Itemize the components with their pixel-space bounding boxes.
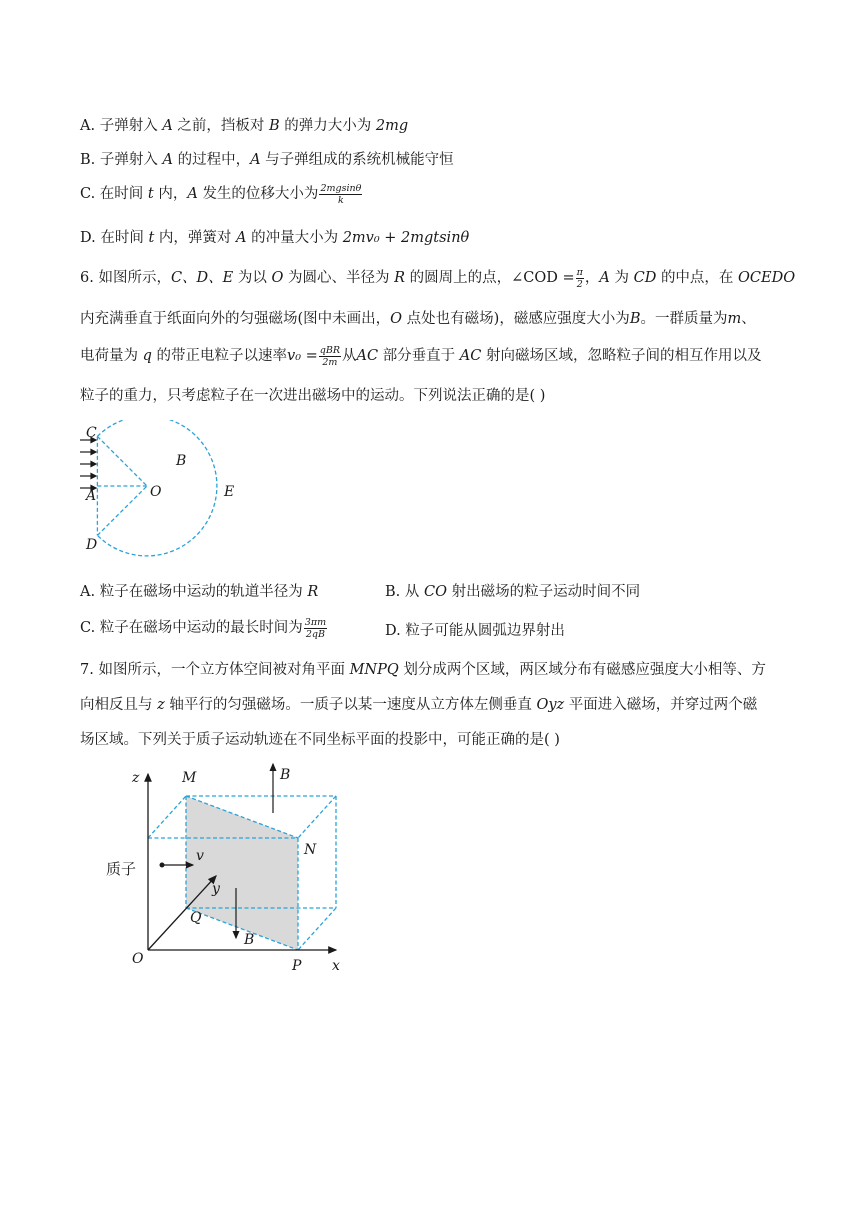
radius-od	[97, 486, 147, 535]
q6-stem-line-3: 电荷量为 q 的带正电粒子以速率v₀ = $\frac{\text{qBR}}{2m}$ 从AC 部分垂直于 AC 射向磁场区域，忽略粒子间的相互作用以及	[80, 344, 762, 368]
q6-stem-line-1: 6. 如图所示，C、D、E 为以 O 为圆心、半径为 R 的圆周上的点，∠COD = $\frac{\pi}{2}$ ，A 为 CD 的中点，在 OCEDO	[80, 266, 796, 290]
label-c: C	[86, 425, 97, 441]
q6-option-d: D. 粒子可能从圆弧边界射出	[385, 623, 565, 639]
plane-mnpq	[186, 796, 298, 950]
label-o: O	[132, 951, 144, 967]
label-y: y	[212, 881, 220, 897]
q7-stem-line-3: 场区域。下列关于质子运动轨迹在不同坐标平面的投影中，可能正确的是( )	[80, 732, 560, 748]
q6-option-b: B. 从 CO 射出磁场的粒子运动时间不同	[385, 584, 641, 600]
q5-option-a: A. 子弹射入 A 之前，挡板对 B 的弹力大小为 2mg	[80, 118, 409, 134]
q7-stem-line-2: 向相反且与 z 轴平行的匀强磁场。一质子以某一速度从立方体左侧垂直 Oyz 平面进入磁场，并穿过两个磁	[80, 697, 758, 713]
label-v: v	[196, 848, 204, 864]
label-o: O	[150, 484, 162, 500]
q6-option-a: A. 粒子在磁场中运动的轨道半径为 R	[80, 584, 319, 600]
label-b-bottom: B	[244, 932, 255, 948]
q7-cube-figure	[78, 758, 428, 978]
fraction: $\frac{3\pi m}{2qB}$	[304, 616, 327, 640]
label-z: z	[132, 770, 140, 786]
radius-oc	[97, 436, 147, 486]
label-proton: 质子	[106, 860, 137, 878]
q5-option-c: C. 在时间 t 内，A 发生的位移大小为 $\frac{2mgsin\theta}{k}$	[80, 182, 362, 206]
label-m: M	[182, 770, 197, 786]
label-b: B	[176, 453, 187, 469]
fraction: $\frac{\pi}{2}$	[576, 266, 583, 290]
fraction: $\frac{2mgsin\theta}{k}$	[320, 182, 362, 206]
label-p: P	[292, 958, 302, 974]
proton-dot	[160, 863, 165, 868]
q7-stem-line-1: 7. 如图所示，一个立方体空间被对角平面 MNPQ 划分成两个区域，两区域分布有磁感应强度大小相等、方	[80, 662, 766, 678]
label-q: Q	[190, 910, 202, 926]
label-x: x	[332, 958, 340, 974]
q6-stem-line-2: 内充满垂直于纸面向外的匀强磁场(图中未画出，O 点处也有磁场)，磁感应强度大小为B。一群质量为m、	[80, 311, 756, 327]
q6-stem-line-4: 粒子的重力，只考虑粒子在一次进出磁场中的运动。下列说法正确的是( )	[80, 388, 546, 404]
incoming-particle-arrows	[80, 438, 96, 491]
q5-option-d: D. 在时间 t 内，弹簧对 A 的冲量大小为 2mv₀ + 2mgtsinθ	[80, 230, 470, 246]
q5-option-b: B. 子弹射入 A 的过程中，A 与子弹组成的系统机械能守恒	[80, 152, 454, 168]
label-d: D	[86, 537, 98, 553]
label-a: A	[86, 488, 97, 504]
label-n: N	[304, 842, 317, 858]
q6-circle-figure	[72, 420, 242, 570]
q6-option-c: C. 粒子在磁场中运动的最长时间为 $\frac{3\pi m}{2qB}$	[80, 616, 327, 640]
label-b-top: B	[280, 767, 291, 783]
label-e: E	[224, 484, 235, 500]
fraction: $\frac{\text{qBR}}{2m}$	[319, 344, 340, 368]
